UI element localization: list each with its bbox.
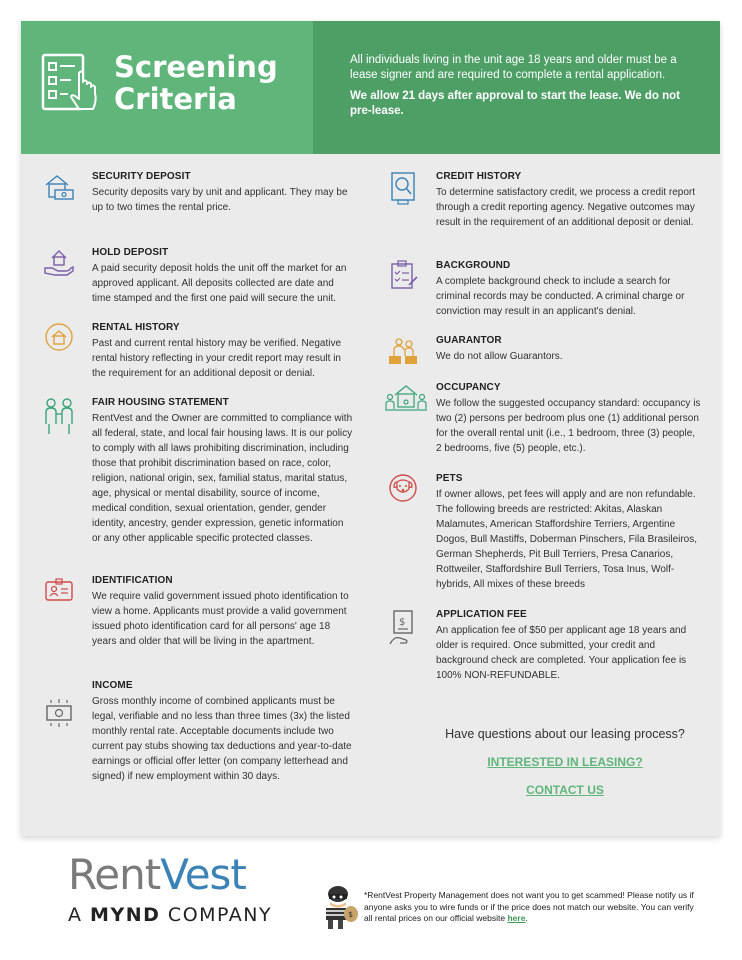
header-title-panel	[21, 21, 313, 154]
section-title: CREDIT HISTORY	[436, 171, 522, 182]
leasing-cta	[421, 727, 709, 797]
contact-us-link[interactable]: CONTACT US	[526, 783, 604, 797]
section-title: IDENTIFICATION	[92, 575, 173, 586]
section-text: We do not allow Guarantors.	[436, 351, 563, 362]
logo-sub-a: A	[68, 904, 91, 926]
svg-text:$: $	[399, 617, 406, 628]
section-title: FAIR HOUSING STATEMENT	[92, 397, 229, 408]
title-line-2: Criteria	[114, 82, 237, 116]
house-money-icon	[43, 170, 75, 202]
section-text: If owner allows, pet fees will apply and are non refundable. The following breeds are restricted: Akitas, Alaskan Malamutes, American Staffordshire Terriers, Argentine Dogos, Bull Mastiffs, Doberman Pinschers, Fila Brasileiros, German Shepherds, Pit Bull Terriers, Presa Canarios, Rottweiler, Staffordshire Bull Terriers, Tosa Inus, Wolf-hybrids, All mixes of these breeds	[436, 489, 698, 590]
section-text: RentVest and the Owner are committed to compliance with all federal, state, and local fair housing laws. It is our policy to comply with all laws prohibiting discrimination, including those that prohibit discrimination based on race, color, religion, national origin, sex, familial status, marital status, age, physical or mental disability, source of income, medical condition, sexual orientation, gender, gender identity, ancestry, gender expression, genetic information or any other applicable specific protected classes.	[92, 413, 353, 544]
house-history-icon	[43, 321, 75, 353]
scam-warning-text: *RentVest Property Management does not want you to get scammed! Please notify us if anyone asks you to wire funds or if the price does not match our website. You can verify all rental prices on our official website	[364, 890, 694, 923]
intro-text	[350, 53, 695, 125]
section-text: To determine satisfactory credit, we process a credit report through a credit reporting agency. Negative outcomes may result in the requirement of an additional deposit or denial.	[436, 187, 695, 228]
money-icon	[43, 697, 75, 729]
scam-verify-link[interactable]: here	[507, 913, 526, 923]
title-line-1: Screening	[114, 50, 278, 84]
cta-question: Have questions about our leasing process?	[445, 727, 685, 741]
logo-sub-company: COMPANY	[160, 904, 273, 926]
scam-warning-end: .	[525, 913, 528, 923]
section-title: APPLICATION FEE	[436, 609, 527, 620]
intro-paragraph-2: We allow 21 days after approval to start the lease. We do not pre-lease.	[350, 90, 680, 117]
section-text: We follow the suggested occupancy standard: occupancy is two (2) persons per bedroom plus one (1) additional person for the overall rental unit (i.e., 1 bedroom, three (3) people, 2 bedrooms, five (5) people, etc.).	[436, 398, 701, 454]
checklist-icon	[41, 53, 103, 119]
people-icon	[43, 396, 75, 436]
svg-text:$: $	[348, 910, 354, 919]
section-text: A paid security deposit holds the unit off the market for an approved applicant. All deposits collected are date and time stamped and the first one paid will secure the unit.	[92, 263, 347, 304]
id-card-icon	[43, 574, 75, 606]
scam-warning	[364, 890, 704, 925]
section-title: RENTAL HISTORY	[92, 322, 180, 333]
thief-icon	[318, 884, 360, 930]
section-title: HOLD DEPOSIT	[92, 247, 169, 258]
logo-subtitle	[68, 904, 272, 926]
fee-document-icon	[387, 608, 419, 648]
header-banner	[21, 21, 720, 154]
section-text: A complete background check to include a search for criminal records may be conducted. A criminal charge or conviction may result in an applicant's denial.	[436, 276, 685, 317]
interested-in-leasing-link[interactable]: INTERESTED IN LEASING?	[487, 755, 643, 769]
intro-paragraph-1: All individuals living in the unit age 18 years and older must be a lease signer and are required to complete a rental application.	[350, 54, 677, 81]
section-title: INCOME	[92, 680, 133, 691]
logo-sub-mynd: MYND	[90, 904, 161, 926]
credit-report-icon	[387, 170, 419, 206]
family-house-icon	[385, 381, 427, 413]
screening-criteria-card	[21, 21, 720, 836]
page-title	[114, 51, 278, 115]
section-title: OCCUPANCY	[436, 382, 501, 393]
logo-rent-text: Rent	[68, 850, 161, 899]
section-text: An application fee of $50 per applicant age 18 years and older is required. Once submitted, your credit and background check are completed. Your application fee is 100% NON-REFUNDABLE.	[436, 625, 687, 681]
section-text: Gross monthly income of combined applicants must be legal, verifiable and no less than three times (3x) the listed monthly rental rate. Acceptable documents include two current pay stubs showing tax deductions and year-to-date earnings or official offer letter (on company letterhead and signed) if new employment within 30 days.	[92, 696, 352, 782]
rentvest-logo	[68, 852, 272, 926]
section-text: We require valid government issued photo identification to view a home. Applicants must provide a valid government issued photo identification card for all persons' age 18 years and older that will be living in the apartment.	[92, 591, 349, 647]
hand-house-icon	[43, 246, 75, 278]
section-title: SECURITY DEPOSIT	[92, 171, 191, 182]
section-title: PETS	[436, 473, 463, 484]
logo-vest-text: Vest	[160, 850, 246, 899]
header-intro-panel	[313, 21, 720, 154]
section-text: Security deposits vary by unit and applicant. They may be up to two times the rental price.	[92, 187, 348, 213]
clipboard-check-icon	[387, 259, 419, 291]
section-title: BACKGROUND	[436, 260, 511, 271]
guarantor-icon	[387, 334, 419, 366]
section-text: Past and current rental history may be verified. Negative rental history reflecting in your credit report may result in the requirement for an additional deposit or denial.	[92, 338, 342, 379]
section-title: GUARANTOR	[436, 335, 502, 346]
dog-icon	[387, 472, 419, 504]
